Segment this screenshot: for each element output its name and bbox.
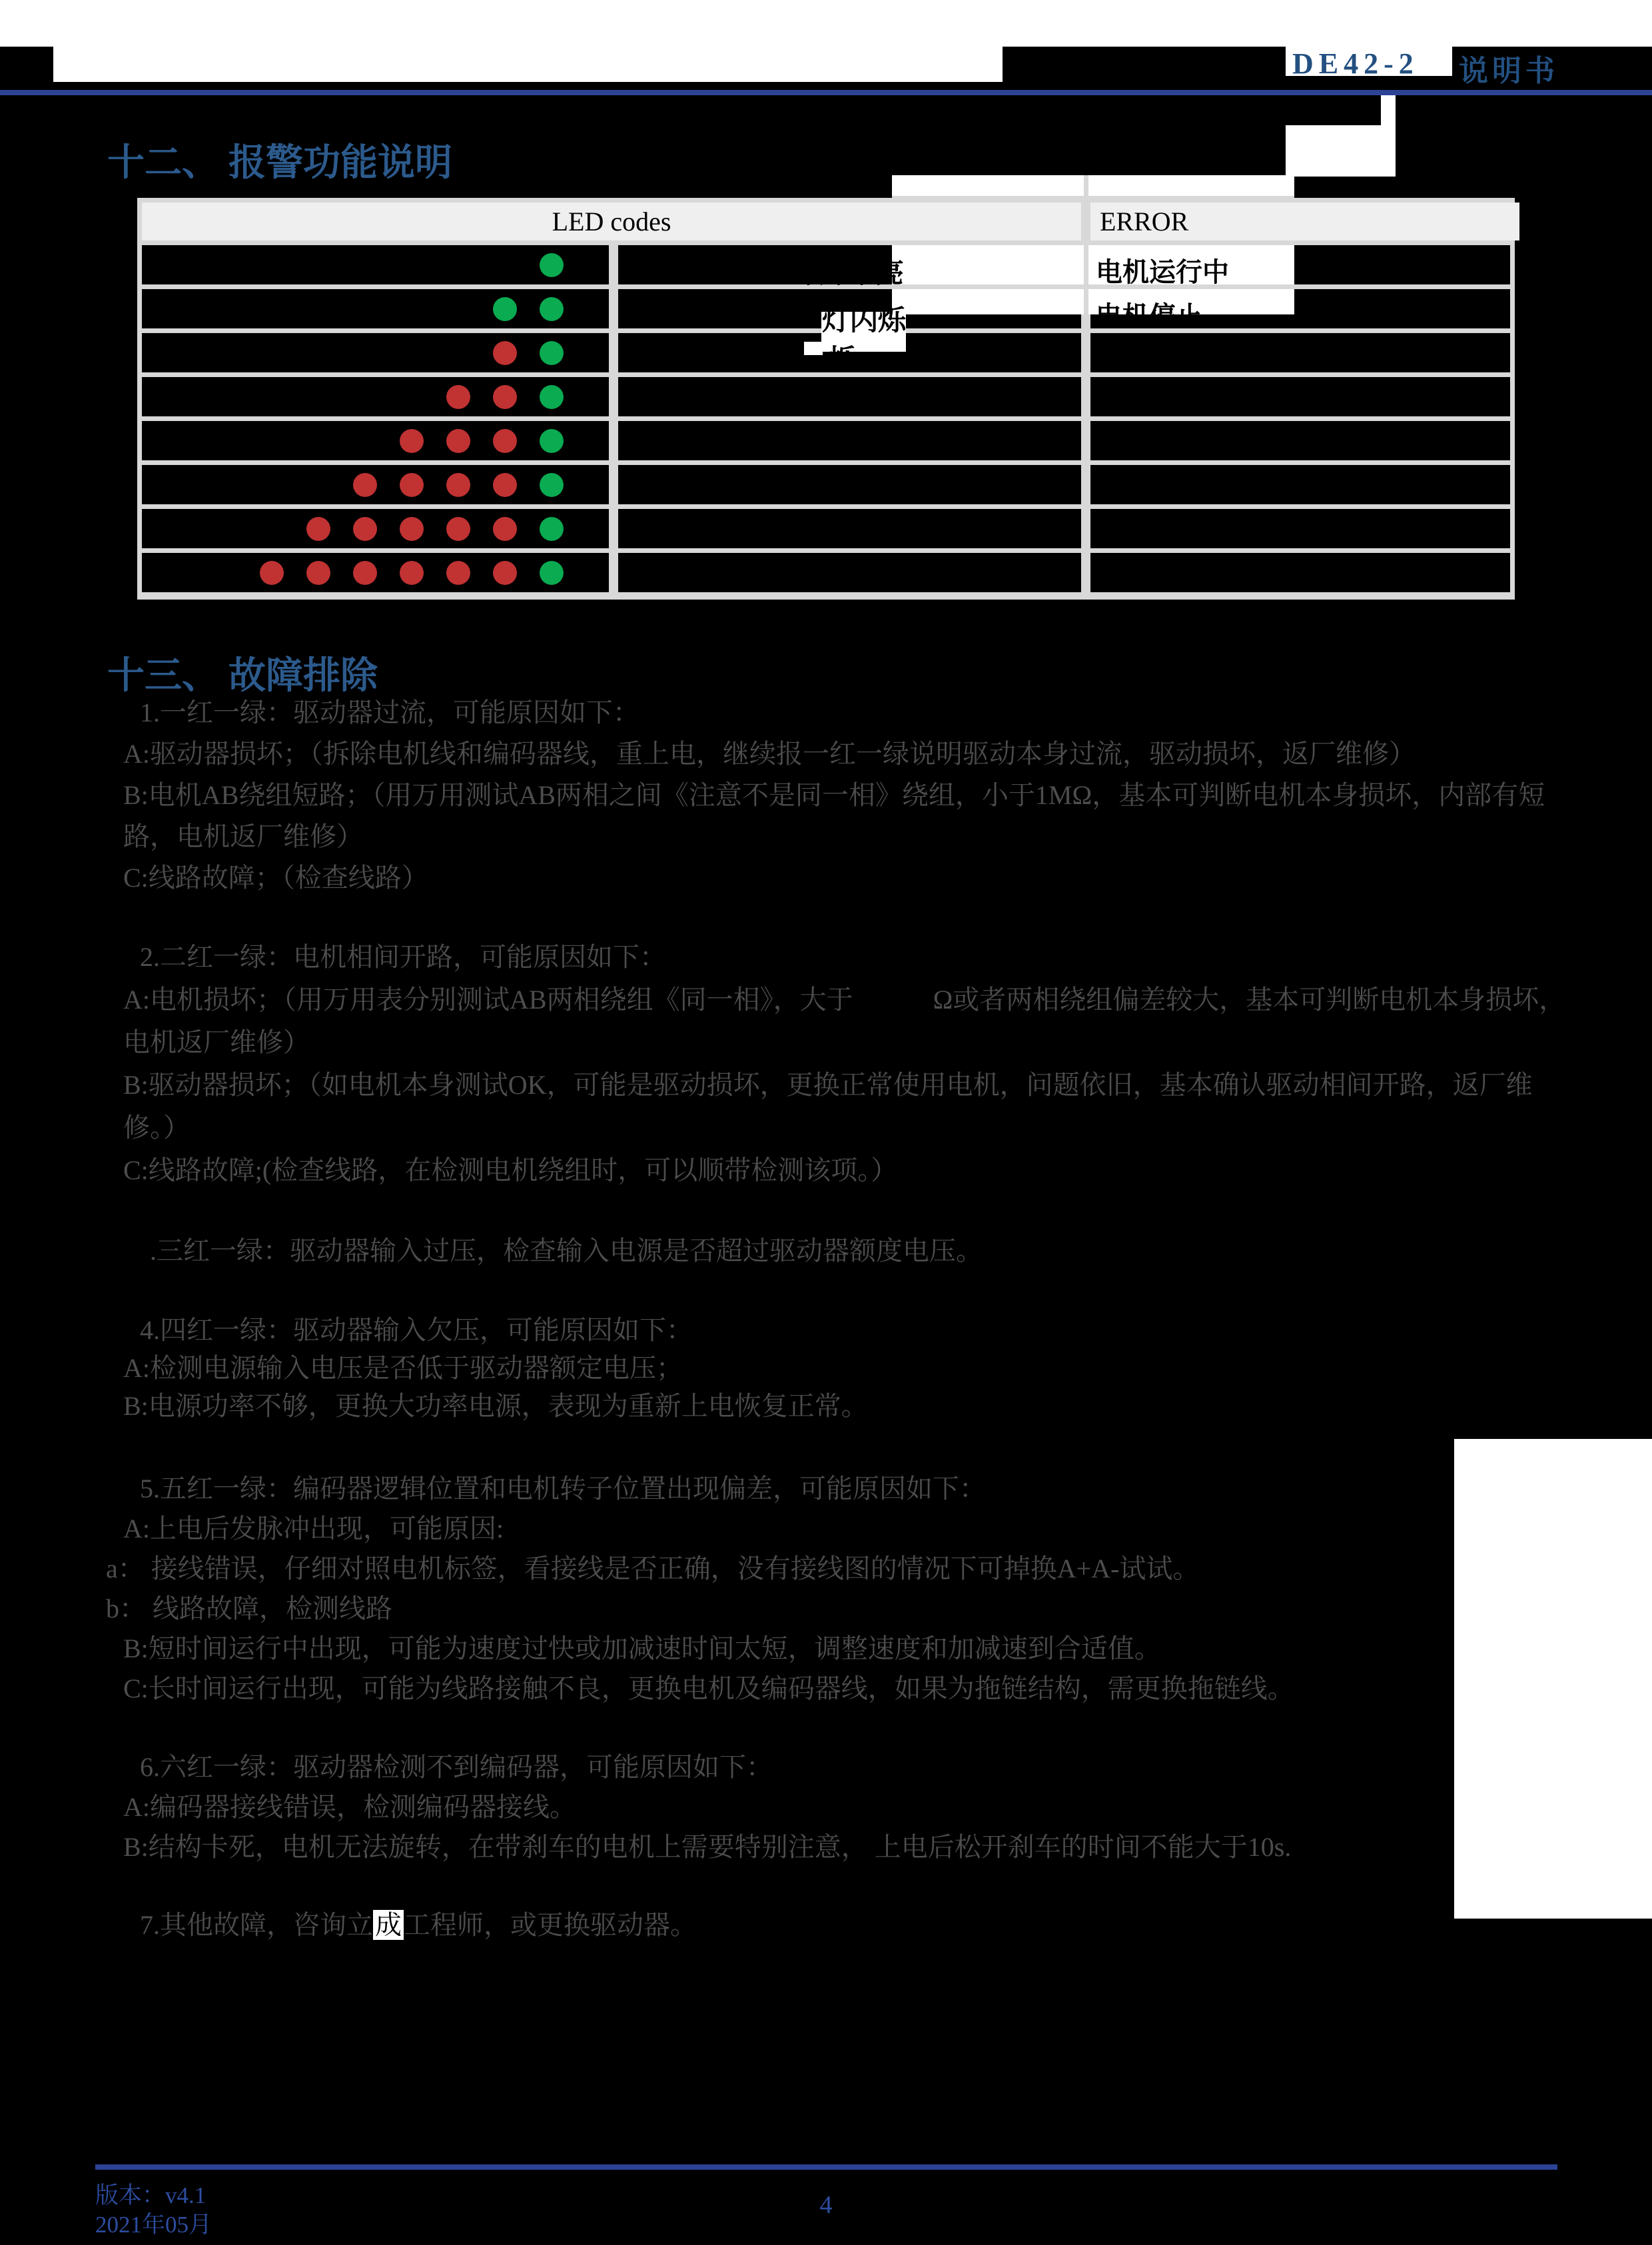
section-title-12: 十二、 报警功能说明 (107, 143, 452, 184)
paragraph-line: B:短时间运行中出现，可能为速度过快或加减速时间太短，调整速度和加减速到合适值。 (123, 1633, 1161, 1663)
red-led-dot (446, 473, 470, 497)
corner-black-square (0, 47, 53, 82)
paragraph-line: 1.一红一绿：驱动器过流，可能原因如下： (140, 697, 639, 727)
paragraph-line: 5.五红一绿：编码器逻辑位置和电机转子位置出现偏差，可能原因如下： (140, 1474, 986, 1504)
paragraph-line: 4.四红一绿：驱动器输入欠压，可能原因如下： (140, 1315, 693, 1345)
footer-date: 2021年05月 (95, 2212, 212, 2238)
table-row-error-cell (1090, 377, 1510, 416)
red-led-dot (306, 517, 330, 541)
grid-hline-row-divider (892, 284, 1294, 289)
red-led-dot (400, 429, 424, 453)
doc-type: 说明书 (1459, 55, 1559, 87)
paragraph-line: a： 接线错误，仔细对照电机标签，看接线是否正确，没有接线图的情况下可掉换A+A-试试。 (106, 1554, 1200, 1583)
green-led-dot (540, 341, 564, 365)
paragraph-line: 电机返厂维修） (123, 1027, 310, 1057)
page-number: 4 (819, 2191, 833, 2219)
scan-artifact-strip (1381, 95, 1396, 177)
top-white-band (0, 0, 1652, 47)
paragraph-line: A:编码器接线错误，检测编码器接线。 (123, 1792, 576, 1822)
red-led-dot (493, 517, 517, 541)
green-led-dot (540, 253, 564, 277)
paragraph-line: B:电源功率不够，更换大功率电源，表现为重新上电恢复正常。 (123, 1391, 868, 1421)
paragraph-line: 路，电机返厂维修） (123, 821, 363, 851)
green-led-dot (540, 517, 564, 541)
table-row-led-cell (142, 245, 609, 284)
paragraph-line: A:上电后发脉冲出现，可能原因: (123, 1514, 504, 1544)
table-row-desc-cell (618, 377, 1081, 416)
red-led-dot (493, 341, 517, 365)
green-led-dot (540, 385, 564, 409)
red-led-dot (400, 473, 424, 497)
red-led-dot (260, 561, 284, 585)
highlight-char: 成 (373, 1910, 404, 1940)
redaction-box-right (1454, 1439, 1652, 1919)
table-row-led-cell (142, 333, 609, 372)
green-led-dot (540, 473, 564, 497)
paragraph-line: B:电机AB绕组短路；（用万用测试AB两相之间《注意不是同一相》绕组，小于1MΩ，基本可判断电机本身损坏，内部有短 (123, 780, 1545, 810)
table-row-desc-cell (618, 553, 1081, 592)
paragraph-line: 修。） (123, 1113, 190, 1142)
red-led-dot (493, 561, 517, 585)
red-led-dot (493, 429, 517, 453)
red-led-dot (446, 517, 470, 541)
paragraph-line: b： 线路故障，检测线路 (106, 1593, 392, 1623)
footer-rule (95, 2164, 1557, 2170)
paragraph-line: .三红一绿：驱动器输入过压，检查输入电源是否超过驱动器额度电压。 (150, 1236, 983, 1266)
red-led-dot (493, 473, 517, 497)
red-led-dot (353, 473, 377, 497)
table-header-led: LED codes (142, 203, 1081, 240)
red-led-dot (446, 385, 470, 409)
table-header-error: ERROR (1090, 203, 1519, 240)
grid-hline-header-bottom (892, 240, 1294, 245)
green-led-dot (540, 429, 564, 453)
paragraph-line: A:驱动器损坏；（拆除电机线和编码器线，重上电，继续报一红一绿说明驱动本身过流，驱动损坏，返厂维修） (123, 739, 1416, 769)
table-row-desc-cell (618, 421, 1081, 460)
red-led-dot (306, 561, 330, 585)
table-row-led-cell (142, 421, 609, 460)
desc-fragment-row1: 绿灯常亮 (792, 258, 905, 289)
red-led-dot (353, 517, 377, 541)
green-led-dot (540, 561, 564, 585)
table-row-error-cell (1090, 509, 1510, 548)
section-title-13: 十三、 故障排除 (107, 656, 378, 697)
desc-fragment-row3: 烁 (828, 345, 857, 376)
table-row-error-cell (1090, 465, 1510, 504)
table-row-desc-cell (618, 509, 1081, 548)
paragraph-line: C:长时间运行出现，可能为线路接触不良，更换电机及编码器线，如果为拖链结构，需更换拖链线。 (123, 1673, 1294, 1703)
scan-artifact-box (1286, 125, 1381, 177)
green-led-dot (540, 297, 564, 321)
paragraph-line: 2.二红一绿：电机相间开路，可能原因如下： (140, 942, 666, 972)
grid-hline-header-top (892, 196, 1294, 201)
paragraph-line: C:线路故障；（检查线路） (123, 863, 428, 893)
red-led-dot (400, 561, 424, 585)
green-led-dot (493, 297, 517, 321)
paragraph-line: A:检测电源输入电压是否低于驱动器额定电压； (123, 1353, 683, 1383)
table-row-desc-cell (618, 465, 1081, 504)
red-led-dot (353, 561, 377, 585)
redaction-box-small (804, 342, 823, 355)
red-led-dot (446, 429, 470, 453)
table-row-led-cell (142, 289, 609, 328)
paragraph-line: 6.六红一绿：驱动器检测不到编码器，可能原因如下： (140, 1752, 773, 1782)
error-cell-text-row2: 电机停止 (1096, 301, 1202, 331)
doc-code: DE42-2 (1292, 47, 1419, 80)
paragraph-line-consult: 7.其他故障，咨询立成工程师，或更换驱动器。 (140, 1910, 697, 1940)
table-row-error-cell (1090, 333, 1510, 372)
paragraph-line: B:结构卡死，电机无法旋转，在带刹车的电机上需要特别注意， 上电后松开刹车的时间不能大于10s. (123, 1832, 1292, 1862)
table-row-error-cell (1090, 421, 1510, 460)
paragraph-line: C:线路故障;(检查线路，在检测电机绕组时，可以顺带检测该项。） (123, 1155, 898, 1185)
red-led-dot (400, 517, 424, 541)
header-rule (0, 90, 1652, 95)
error-cell-text-row1: 电机运行中 (1096, 257, 1229, 287)
footer-version: 版本：v4.1 (95, 2182, 206, 2208)
redaction-box-above-table (892, 175, 1294, 198)
top-white-band-left (53, 47, 1003, 82)
desc-fragment-row2: 灯闪烁 (822, 306, 907, 336)
red-led-dot (446, 561, 470, 585)
red-led-dot (493, 385, 517, 409)
paragraph-line: B:驱动器损坏；（如电机本身测试OK，可能是驱动损坏，更换正常使用电机，问题依旧，基本确认驱动相间开路，返厂维 (123, 1070, 1533, 1100)
redaction-box-rows12 (892, 244, 1294, 314)
table-row-led-cell (142, 377, 609, 416)
paragraph-line: A:电机损坏；（用万用表分别测试AB两相绕组《同一相》，大于 Ω或者两相绕组偏差较大，基本可判断电机本身损坏， (123, 985, 1566, 1015)
table-row-error-cell (1090, 553, 1510, 592)
